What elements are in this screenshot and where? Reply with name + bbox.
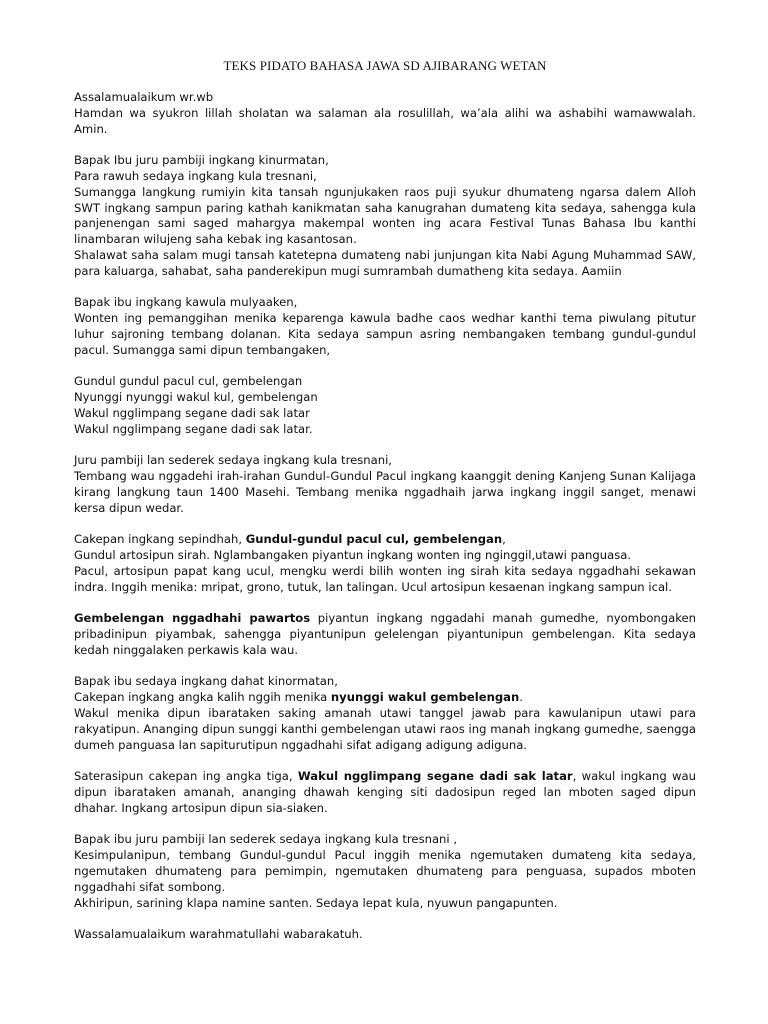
text-line: Wassalamualaikum warahmatullahi wabarakatuh. — [74, 927, 363, 942]
introduction-paragraph — [74, 153, 696, 279]
text-line: Bapak ibu juru pambiji lan sederek sedaya ingkang kula tresnani , — [74, 832, 458, 847]
text-line — [74, 532, 696, 548]
text-run: Cakepan ingkang angka kalih nggih menika — [74, 690, 331, 705]
bold-text-run: Gundul-gundul pacul cul, gembelengan — [245, 532, 503, 547]
text-run: , wakul ingkang wau dipun ibarataken amanah, ananging dhawah kenging siti dadosipun reged lan mboten saged dipun dhahar. Ingkang artosipun dipun sia-siaken. — [74, 769, 696, 815]
gembelengan-paragraph — [74, 611, 696, 658]
text-run: Saterasipun cakepan ing angka tiga, — [74, 769, 298, 784]
text-line: Gundul artosipun sirah. Nglambangaken piyantun ingkang wonten ing nginggil,utawi panguasa. — [74, 548, 632, 563]
lyric-line: Wakul ngglimpang segane dadi sak latar. — [74, 421, 313, 436]
text-line: Wakul menika dipun ibarataken saking amanah utawi tanggel jawab para kawulanipun utawi para rakyatipun. Ananging dipun sunggi kanthi gembelengan utawi raos ing manah ingkang gumedhe, saengga dumeh panguasa lan sapiturutipun nggadhahi sifat adigang adigung adiguna. — [74, 706, 696, 752]
text-line: Kesimpulanipun, tembang Gundul-gundul Pacul inggih menika ngemutaken dumateng kita sedaya, ngemutaken dhumateng para pemimpin, ngemutaken dhumateng para penguasa, supados mboten nggadhahi sifat sombong. — [74, 848, 696, 894]
text-line: Sumangga langkung rumiyin kita tansah ngunjukaken raos puji syukur dhumateng ngarsa dalem Alloh SWT ingkang sampun paring kathah kanikmatan saha kanugrahan dumateng kita sedaya, sahengga kula panjenengan sami saged mahargya makempal wonten ing acara Festival Tunas Bahasa Ibu kanthi linambaran wilujeng saha kebak ing kasantosan. — [74, 184, 696, 247]
lyric-line: Wakul ngglimpang segane dadi sak latar — [74, 405, 310, 420]
third-verse-paragraph — [74, 769, 696, 816]
bold-text-run: Wakul ngglimpang segane dadi sak latar — [297, 769, 573, 784]
text-line: Juru pambiji lan sederek sedaya ingkang kula tresnani, — [74, 453, 392, 468]
theme-paragraph — [74, 295, 696, 358]
text-line: Shalawat saha salam mugi tansah katetepna dumateng nabi junjungan kita Nabi Agung Muhammad SAW, para kaluarga, sahabat, saha panderekipun mugi sumrambah dumatheng kita sedaya. Aamiin — [74, 247, 696, 278]
text-line: Tembang wau nggadehi irah-irahan Gundul-Gundul Pacul ingkang kaanggit dening Kanjeng Sunan Kalijaga kirang langkung taun 1400 Masehi. Tembang menika nggadhaih jarwa ingkang inggil sanget, menawi kersa dipun wedar. — [74, 469, 696, 515]
lyric-line: Nyunggi nyunggi wakul kul, gembelengan — [74, 390, 318, 405]
second-verse-paragraph — [74, 674, 696, 753]
text-line: Akhiripun, sarining klapa namine santen. Sedaya lepat kula, nyuwun pangapunten. — [74, 895, 558, 910]
conclusion-paragraph — [74, 832, 696, 911]
text-line — [74, 769, 696, 816]
song-origin-paragraph — [74, 453, 696, 516]
text-run: piyantun ingkang nggadahi manah gumedhe, nyombongaken pribadinipun piyambak, sahengga piyantunipun gelelengan piyantunipun gembelengan. Kita sedaya kedah ninggalaken perkawis kala wau. — [74, 611, 696, 657]
text-line — [74, 611, 696, 658]
document-title: TEKS PIDATO BAHASA JAWA SD AJIBARANG WETAN — [223, 58, 547, 73]
text-line: Bapak ibu sedaya ingkang dahat kinormatan, — [74, 674, 338, 689]
opening-greeting — [74, 90, 696, 137]
text-run: . — [519, 690, 523, 705]
salam-line: Assalamualaikum wr.wb — [74, 90, 214, 104]
text-line: Para rawuh sedaya ingkang kula tresnani, — [74, 168, 317, 183]
hamdalah-line: Hamdan wa syukron lillah sholatan wa salaman ala rosulillah, wa’ala alihi wa ashabihi wamawwalah. Amin. — [74, 105, 696, 136]
song-lyrics — [74, 374, 696, 437]
text-line: Wonten ing pemanggihan menika keparenga kawula badhe caos wedhar kanthi tema piwulang pitutur luhur sajroning tembang dolanan. Kita sedaya sampun asring nembangaken tembang gundul-gundul pacul. Sumangga sami dipun tembangaken, — [74, 311, 696, 357]
bold-text-run: Gembelengan nggadhahi pawartos — [74, 611, 311, 626]
bold-text-run: nyunggi wakul gembelengan — [330, 690, 520, 705]
first-verse-paragraph — [74, 532, 696, 595]
text-line: Bapak Ibu juru pambiji ingkang kinurmatan, — [74, 153, 329, 168]
text-run: , — [502, 532, 506, 547]
text-line — [74, 690, 696, 706]
lyric-line: Gundul gundul pacul cul, gembelengan — [74, 374, 303, 389]
text-line: Pacul, artosipun papat kang ucul, mengku werdi bilih wonten ing sirah kita sedaya nggadhahi sekawan indra. Inggih menika: mripat, grono, tutuk, lan talingan. Ucul artosipun kesaenan ingkang sampun ical. — [74, 563, 696, 594]
text-line: Bapak ibu ingkang kawula mulyaaken, — [74, 295, 298, 310]
text-run: Cakepan ingkang sepindhah, — [74, 532, 246, 547]
closing-greeting — [74, 927, 696, 943]
